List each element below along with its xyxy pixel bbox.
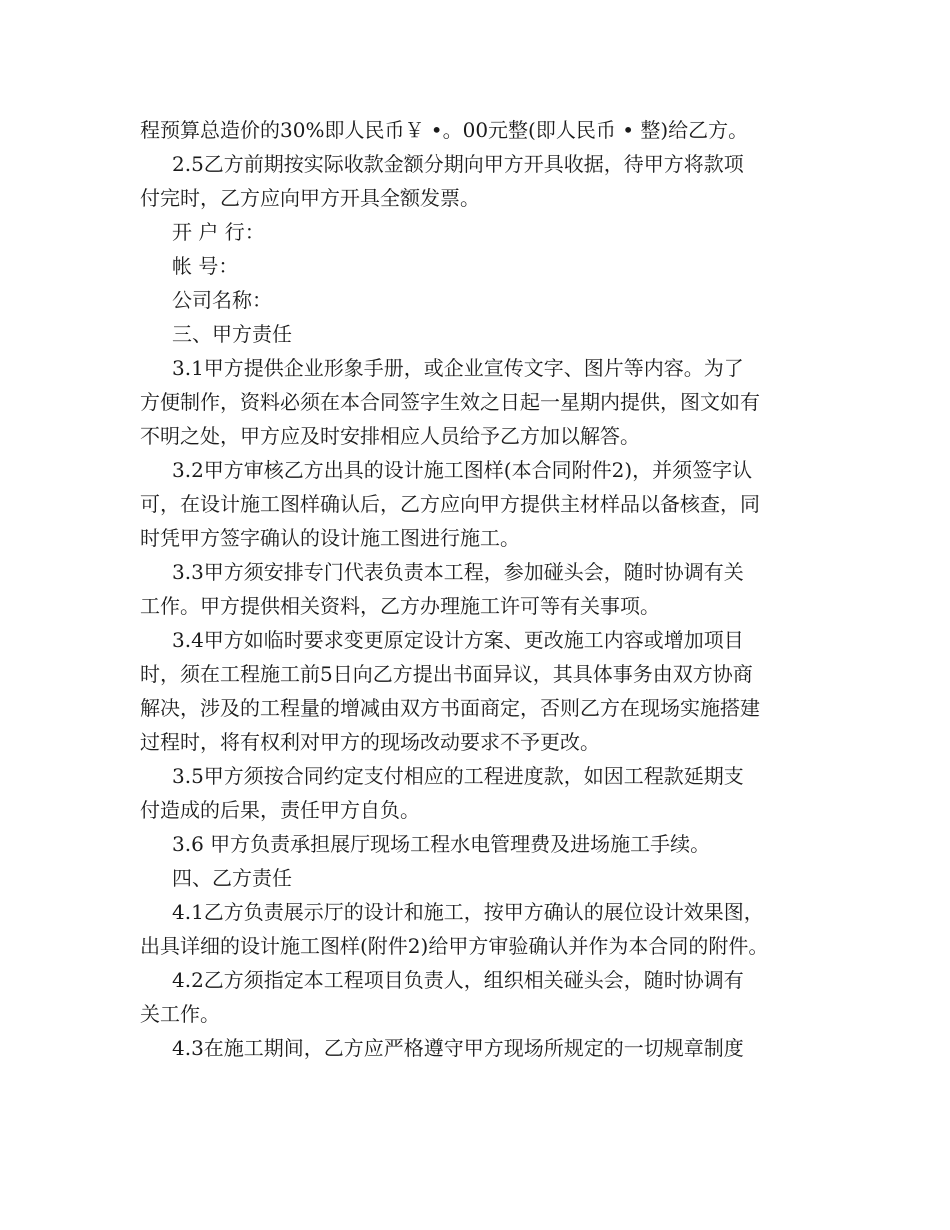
text-line: 可，在设计施工图样确认后，乙方应向甲方提供主材样品以备核查，同 [140, 492, 760, 516]
text-line: 帐 号： [172, 254, 239, 278]
text-line: 3.4甲方如临时要求变更原定设计方案、更改施工内容或增加项目 [172, 628, 744, 652]
text-line: 出具详细的设计施工图样(附件2)给甲方审验确认并作为本合同的附件。 [140, 934, 769, 958]
text-line: 3.3甲方须安排专门代表负责本工程，参加碰头会，随时协调有关 [172, 560, 744, 584]
text-line: 付造成的后果，责任甲方自负。 [140, 798, 420, 822]
text-line: 4.3在施工期间，乙方应严格遵守甲方现场所规定的一切规章制度 [172, 1036, 744, 1060]
document-body [140, 113, 820, 1065]
text-line: 付完时，乙方应向甲方开具全额发票。 [140, 186, 480, 210]
text-line: 工作。甲方提供相关资料，乙方办理施工许可等有关事项。 [140, 594, 660, 618]
text-line: 3.6 甲方负责承担展厅现场工程水电管理费及进场施工手续。 [172, 832, 711, 856]
text-line: 不明之处，甲方应及时安排相应人员给予乙方加以解答。 [140, 424, 640, 448]
text-line: 公司名称： [172, 288, 272, 312]
text-line: 4.2乙方须指定本工程项目负责人，组织相关碰头会，随时协调有 [172, 968, 744, 992]
text-line: 4.1乙方负责展示厅的设计和施工，按甲方确认的展位设计效果图， [172, 900, 764, 924]
text-line: 四、乙方责任 [172, 866, 292, 890]
text-line: 3.1甲方提供企业形象手册，或企业宣传文字、图片等内容。为了 [172, 356, 744, 380]
text-line: 2.5乙方前期按实际收款金额分期向甲方开具收据，待甲方将款项 [172, 152, 744, 176]
text-line: 过程时，将有权利对甲方的现场改动要求不予更改。 [140, 730, 600, 754]
text-line: 3.2甲方审核乙方出具的设计施工图样(本合同附件2)，并须签字认 [172, 458, 753, 482]
text-line: 关工作。 [140, 1002, 220, 1026]
text-line: 开 户 行： [172, 220, 265, 244]
text-line: 解决，涉及的工程量的增减由双方书面商定，否则乙方在现场实施搭建 [140, 696, 760, 720]
text-line: 方便制作，资料必须在本合同签字生效之日起一星期内提供，图文如有 [140, 390, 760, 414]
text-line: 程预算总造价的30%即人民币￥ •。00元整(即人民币 • 整)给乙方。 [140, 118, 749, 142]
text-line: 时，须在工程施工前5日向乙方提出书面异议，其具体事务由双方协商 [140, 662, 753, 686]
text-line: 三、甲方责任 [172, 322, 292, 346]
text-line: 3.5甲方须按合同约定支付相应的工程进度款，如因工程款延期支 [172, 764, 744, 788]
text-line: 时凭甲方签字确认的设计施工图进行施工。 [140, 526, 520, 550]
